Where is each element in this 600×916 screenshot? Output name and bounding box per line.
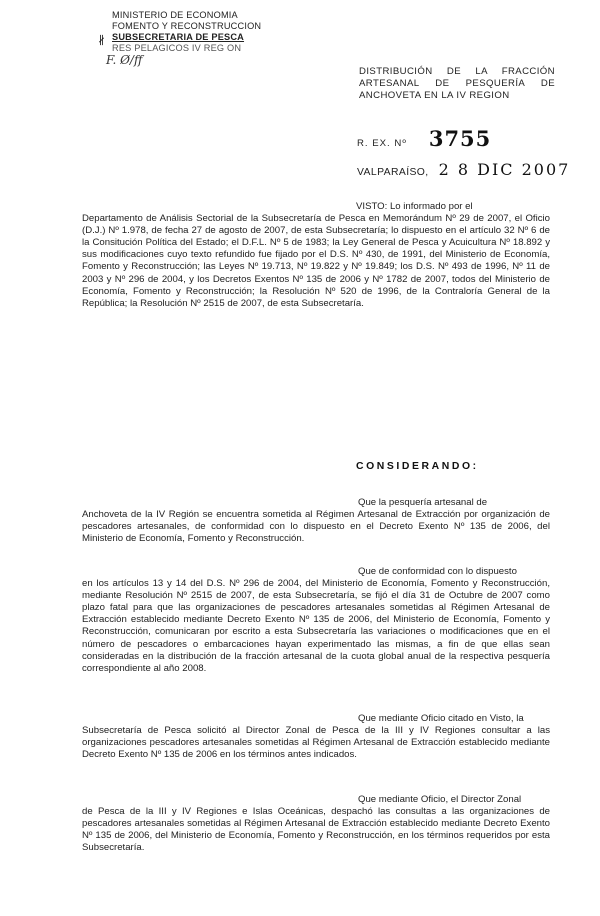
department-line: RES PELAGICOS IV REG ON — [112, 43, 242, 53]
subject-line-3: ANCHOVETA EN LA IV REGION — [359, 90, 510, 101]
resolution-number-row — [357, 126, 491, 151]
subsecretaria-line: SUBSECRETARIA DE PESCA — [112, 32, 245, 42]
considerando-2-lead: Que de conformidad con lo dispuesto — [358, 566, 517, 577]
considerando-1-lead: Que la pesquería artesanal de — [358, 497, 488, 508]
resolution-label: R. EX. Nº — [357, 138, 407, 149]
considerando-2-text: en los artículos 13 y 14 del D.S. Nº 296 de 2004, del Ministerio de Economía, Fomento y Reconstrucción, mediante Resolución Nº 2515 de 2007, de esta Subsecretaría, se fijó el día 31 de Octubre de 2007 como plazo fatal para que las organizaciones de pescadores artesanales sometidas al Régimen Artesanal de Extracción establecido mediante Decreto Exento Nº 135 de 2006, del Ministerio de Economía, Fomento y Reconstrucción, comunicaran por escrito a esta Subsecretaría las variaciones o modificaciones que en el número de pescadores o embarcaciones hayan experimentado las mismas, a fin de que ellas sean consideradas en la distribución de la fracción artesanal de la cuota global anual de la respectiva pesquería correspondiente al año 2008. — [82, 578, 550, 674]
place-date-row — [357, 160, 570, 179]
handwritten-mark: ∦ — [98, 34, 105, 47]
considerando-4-text: de Pesca de la III y IV Regiones e Islas Oceánicas, despachó las consultas a las organizaciones de pescadores artesanales sometidas al Régimen Artesanal de Extracción establecido mediante Decreto Exento Nº 135 de 2006, del Ministerio de Economía, Fomento y Reconstrucción, en los términos requeridos por esta Subsecretaría. — [82, 806, 550, 854]
subject-line-2: ARTESANAL DE PESQUERÍA DE — [359, 78, 555, 89]
considerando-3-text: Subsecretaría de Pesca solicitó al Director Zonal de Pesca de la III y IV Regiones consultar a las organizaciones pescadores artesanales sometidas al Régimen Artesanal de Extracción establecido mediante Decreto Exento Nº 135 de 2006 en los términos antes indicados. — [82, 725, 550, 761]
handwritten-initials: F. Ø/ff — [106, 53, 143, 67]
ministry-line: MINISTERIO DE ECONOMIA — [112, 10, 238, 20]
subject-line-1: DISTRIBUCIÓN DE LA FRACCIÓN — [359, 66, 555, 77]
ministry-line-2: FOMENTO Y RECONSTRUCCION — [112, 21, 262, 31]
considerando-paragraph-1 — [82, 497, 550, 545]
resolution-number-stamp: 3755 — [428, 126, 492, 151]
letterhead — [98, 10, 312, 67]
visto-lead: VISTO: Lo informado por el — [356, 201, 473, 212]
date-stamp: 2 8 DIC 2007 — [438, 160, 571, 179]
considerando-heading: CONSIDERANDO: — [356, 461, 479, 472]
considerando-4-lead: Que mediante Oficio, el Director Zonal — [358, 794, 522, 805]
considerando-3-lead: Que mediante Oficio citado en Visto, la — [358, 713, 524, 724]
place-label: VALPARAÍSO, — [357, 167, 429, 178]
considerando-1-text: Anchoveta de la IV Región se encuentra sometida al Régimen Artesanal de Extracción por organización de pescadores artesanales, de conformidad con lo dispuesto en el Decreto Exento Nº 135 de 2006, del Ministerio de Economía, Fomento y Reconstrucción. — [82, 509, 550, 545]
visto-text: Departamento de Análisis Sectorial de la Subsecretaría de Pesca en Memorándum Nº 29 de 2007, el Oficio (D.J.) Nº 1.978, de fecha 27 de agosto de 2007, de esta Subsecretaría; lo dispuesto en el artículo 32 Nº 6 de la Consitución Política del Estado; el D.F.L. Nº 5 de 1983; la Ley General de Pesca y Acuicultura Nº 18.892 y sus modificaciones cuyo texto refundido fue fijado por el D.S. Nº 430, de 1991, del Ministerio de Economía, Fomento y Reconstrucción; las Leyes Nº 19.713, Nº 19.822 y Nº 19.849; los D.S. Nº 493 de 1996, Nº 11 de 2003 y Nº 296 de 2004, y los Decretos Exentos Nº 135 de 2006 y Nº 1782 de 2007, todos del Ministerio de Economía, Fomento y Reconstrucción; la Resolución Nº 520 de 1996, de la Contraloría General de la República; la Resolución Nº 2515 de 2007, de esta Subsecretaría. — [82, 213, 550, 309]
visto-paragraph — [82, 201, 550, 310]
considerando-paragraph-2 — [82, 566, 550, 675]
considerando-paragraph-3 — [82, 713, 550, 761]
subject-block — [359, 66, 555, 102]
considerando-paragraph-4 — [82, 794, 550, 854]
